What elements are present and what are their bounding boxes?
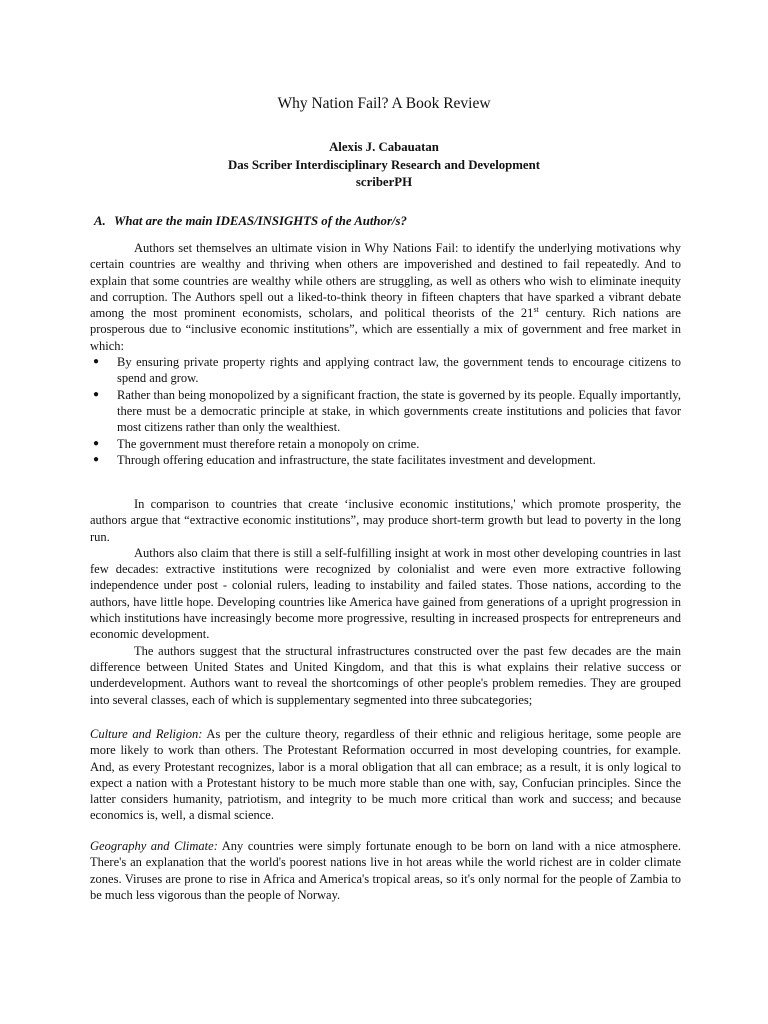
list-item [90, 452, 681, 468]
paragraph-colonial: Authors also claim that there is still a self-fulfilling insight at work in most other developing countries in last few decades: extractive institutions were recognized by colonialist and were even more extractive following independence under post - colonial rulers, leading to instability and failed states. Those nations, according to the authors, have little hope. Developing countries like America have gained from generations of a upright progression in which institutions have increasingly become more progressive, resulting in increased prospects for entrepreneurs and economic development. [90, 545, 681, 642]
bullet-icon: ● [93, 388, 100, 400]
paragraph-intro [90, 240, 681, 354]
document-title: Why Nation Fail? A Book Review [277, 95, 491, 112]
section-heading-text: What are the main IDEAS/INSIGHTS of the Author/s? [114, 214, 407, 228]
list-item-text: The government must therefore retain a monopoly on crime. [117, 436, 420, 451]
geography-lead: Geography and Climate: [90, 839, 218, 853]
ordinal-superscript: st [533, 305, 539, 315]
paragraph-intro-text: Authors set themselves an ultimate vision in Why Nations Fail: to identify the underlying motivations why certain countries are wealthy and thriving when others are impoverished and destined to fail repeatedly. And to explain that some countries are wealthy while others are struggling, as well as others who wish to eliminate inequity and corruption. The Authors spell out a liked-to-think theory in fifteen chapters that have sparked a vibrant debate among the most prominent economists, scholars, and political theorists of the 21 [90, 241, 681, 321]
list-item-text: By ensuring private property rights and applying contract law, the government tends to encourage citizens to spend and grow. [117, 355, 681, 386]
geography-text: Any countries were simply fortunate enough to be born on land with a nice atmosphere. There's an explanation that the world's poorest nations live in hot areas while the world richest are in colder climate zones. Viruses are prone to rise in Africa and America's tropical areas, so it's only normal for the people of Zambia to be much less vigorous than the people of Norway. [90, 839, 681, 902]
paragraph-culture [90, 726, 681, 824]
bullet-icon: ● [93, 437, 100, 449]
list-item-text: Rather than being monopolized by a significant fraction, the state is governed by its people. Equally importantly, there must be a democratic principle at stake, in which governments create institutions and policies that favor most citizens rather than only the wealthiest. [117, 387, 681, 435]
intro-block [90, 240, 681, 468]
bullet-list [90, 354, 681, 468]
section-letter: A. [94, 214, 106, 228]
culture-lead: Culture and Religion: [90, 727, 203, 741]
author-name: Alexis J. Cabauatan [329, 140, 439, 154]
organization-name: Das Scriber Interdisciplinary Research and Development [228, 157, 540, 172]
geography-block [90, 838, 681, 903]
list-item-text: Through offering education and infrastructure, the state facilitates investment and development. [117, 452, 596, 467]
list-item [90, 436, 681, 452]
paragraph-comparison: In comparison to countries that create ‘inclusive economic institutions,' which promote prosperity, the authors argue that “extractive economic institutions”, may produce short-term growth but lead to poverty in the long run. [90, 497, 681, 544]
list-item [90, 387, 681, 436]
comparison-block [90, 496, 681, 708]
culture-text: As per the culture theory, regardless of their ethnic and religious heritage, some people are more likely to work than others. The Protestant Reformation occurred in most developing countries, for example. And, as every Protestant recognizes, labor is a moral obligation that all can embrace; as a result, it is only logical to expect a nation with a Protestant history to be much more stable than one with, say, Confucian principles. Since the latter considers humanity, patriotism, and integrity to be much more critical than work and success; and because economics is, well, a dismal science. [90, 727, 681, 823]
author-block [0, 139, 768, 192]
paragraph-structural: The authors suggest that the structural infrastructures constructed over the past few decades are the main difference between United States and United Kingdom, and that this is what explains their relative success or underdevelopment. Authors want to reveal the shortcomings of other people's problem remedies. They are grouped into several classes, each of which is supplementary segmented into three subcategories; [90, 643, 681, 707]
brand-name: scriberPH [355, 175, 413, 189]
paragraph-intro-text-end: century. Rich nations are prosperous due to “inclusive economic institutions”, which are essentially a mix of government and free market in which: [90, 306, 681, 353]
section-heading [94, 213, 694, 229]
culture-block [90, 726, 681, 824]
list-item [90, 354, 681, 387]
bullet-icon: ● [93, 453, 100, 465]
bullet-icon: ● [93, 356, 100, 368]
paragraph-geography [90, 838, 681, 903]
